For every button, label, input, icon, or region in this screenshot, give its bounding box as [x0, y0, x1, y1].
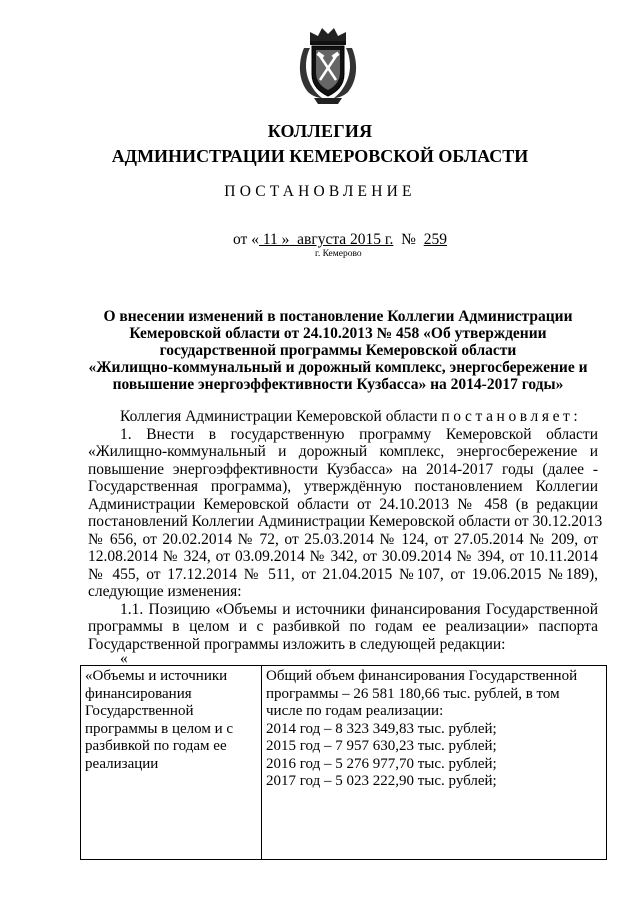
cell-line: программы – 26 581 180,66 тыс. рублей, в том [266, 685, 560, 702]
paragraph-1-1-line: программы в целом и с разбивкой по годам ее реализации» паспорта [88, 618, 598, 635]
cell-line: Общий объем финансирования Государственной [266, 668, 578, 684]
date-number-line [233, 231, 447, 249]
cell-line: «Объемы и источники [85, 668, 228, 684]
table-cell-position-name [81, 666, 262, 860]
cell-line: реализации [85, 755, 159, 772]
table-cell-financing-values [262, 666, 607, 860]
intro-resolves: постановляет: [441, 408, 582, 425]
cell-line: числе по годам реализации: [266, 703, 444, 719]
document-number: 259 [423, 231, 447, 248]
paragraph-1-line: Администрации Кемеровской области от 24.10.2013 № 458 (в редакции [88, 495, 598, 513]
date-month-year: августа 2015 г. [289, 231, 394, 248]
cell-line: разбивкой по годам ее [85, 738, 227, 754]
document-body [88, 408, 603, 653]
paragraph-1-line: постановлений Коллегии Администрации Кемеровской области от 30.12.2013 [88, 513, 603, 530]
date-day: 11 [258, 231, 282, 248]
cell-line: 2016 год – 5 276 977,70 тыс. рублей; [266, 755, 497, 772]
title-line: государственной программы Кемеровской области [159, 342, 517, 359]
cell-line: 2015 год – 7 957 630,23 тыс. рублей; [266, 738, 497, 754]
cell-line: финансирования [85, 685, 192, 702]
paragraph-1-line: № 455, от 17.12.2014 № 511, от 21.04.2015 №107, от 19.06.2015 №189), [88, 565, 598, 583]
financing-table [80, 665, 607, 860]
paragraph-1-line: Государственная программа), утверждённую постановлением Коллегии [88, 478, 598, 495]
title-line: Кемеровской области от 24.10.2013 № 458 «Об утверждении [129, 325, 547, 342]
title-line: «Жилищно-коммунальный и дорожный комплекс, энергосбережение и [88, 359, 588, 376]
opening-quote: « [120, 650, 128, 667]
organization-name-line2: АДМИНИСТРАЦИИ КЕМЕРОВСКОЙ ОБЛАСТИ [111, 146, 529, 166]
intro-line [88, 408, 598, 426]
paragraph-1-1-line: 1.1. Позицию «Объемы и источники финансирования Государственной [120, 600, 598, 618]
document-type: ПОСТАНОВЛЕНИЕ [224, 183, 416, 200]
date-mid: » [281, 231, 290, 248]
intro-text: Коллегия Администрации Кемеровской области [120, 408, 438, 425]
paragraph-1-line: 1. Внести в государственную программу Кемеровской области [120, 425, 598, 443]
cell-line: Государственной [85, 703, 194, 719]
cell-line: 2017 год – 5 023 222,90 тыс. рублей; [266, 773, 497, 789]
date-prefix: от « [233, 231, 259, 248]
paragraph-1-line: следующие изменения: [88, 583, 242, 600]
table-row [81, 666, 607, 860]
organization-name-line1: КОЛЛЕГИЯ [267, 121, 373, 141]
paragraph-1-line: «Жилищно-коммунальный и дорожный комплекс, энергосбережение и [88, 443, 598, 460]
city: г. Кемерово [315, 249, 362, 259]
cell-line: программы в целом и с [85, 720, 234, 737]
title-line: О внесении изменений в постановление Коллегии Администрации [103, 308, 573, 325]
document-title [88, 308, 588, 393]
paragraph-1-1-line: Государственной программы изложить в следующей редакции: [88, 635, 506, 653]
paragraph-1-line: № 656, от 20.02.2014 № 72, от 25.03.2014 № 124, от 27.05.2014 № 209, от [88, 530, 598, 548]
cell-line: 2014 год – 8 323 349,83 тыс. рублей; [266, 720, 497, 737]
paragraph-1-line: повышение энергоэффективности Кузбасса» на 2014-2017 годы (далее - [88, 460, 598, 478]
number-label: № [393, 231, 424, 248]
title-line: повышение энергоэффективности Кузбасса» на 2014-2017 годы» [112, 376, 564, 393]
coat-of-arms-emblem [296, 26, 360, 106]
paragraph-1-line: 12.08.2014 № 324, от 03.09.2014 № 342, от 30.09.2014 № 394, от 10.11.2014 [88, 548, 598, 565]
